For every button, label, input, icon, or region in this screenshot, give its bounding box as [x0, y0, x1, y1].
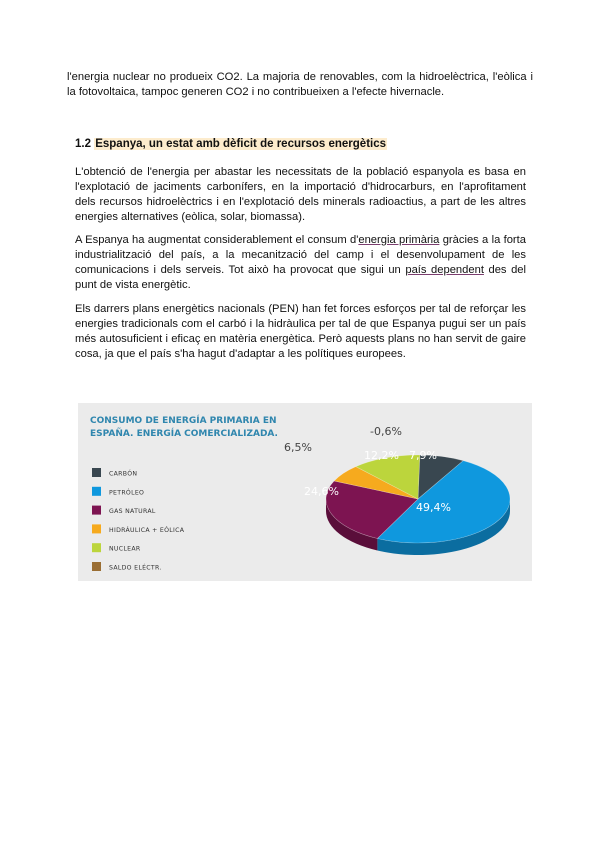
paragraph-text: gràcies a la forta industrialització del país, a la mecanització del camp i el desenvolupament de les comunicacions i dels serveis. Tot això ha provocat que sigui un — [75, 234, 526, 276]
intro-paragraph: l'energia nuclear no produeix CO2. La majoria de renovables, com la hidroelèctrica, l'eòlica i la fotovoltaica, tampoc generen CO2 i no contribueixen a l'efecte hivernacle. — [67, 71, 533, 98]
link-pais-dependent[interactable]: país dependent — [405, 264, 484, 276]
legend-label-hidraulica-eolica: HIDRÁULICA + EÓLICA — [109, 526, 185, 534]
link-energia-primaria[interactable]: energia primària — [358, 234, 440, 246]
chart-subtitle: ESPAÑA. ENERGÍA COMERCIALIZADA. — [90, 429, 278, 439]
legend-label-nuclear: NUCLEAR — [109, 545, 141, 553]
section-heading — [75, 138, 387, 150]
legend-swatch-gas-natural — [92, 506, 101, 515]
data-label-petroleo: 49,4% — [416, 501, 451, 514]
legend-swatch-hidraulica-eolica — [92, 524, 101, 533]
chart-legend — [92, 468, 185, 572]
energy-pie-chart — [78, 403, 532, 581]
chart-title: CONSUMO DE ENERGÍA PRIMARIA EN — [90, 416, 277, 426]
section-title: Espanya, un estat amb dèficit de recursos energètics — [95, 138, 387, 150]
data-label-nuclear: 12,2% — [364, 449, 399, 462]
paragraph-pen: Els darrers plans energètics nacionals (PEN) han fet forces esforços per tal de reforçar les energies tradicionals com el carbó i la hidràulica per tal de que Espanya pugui ser un país més autosuficient i eficaç en matèria energètica. Però aquests plans no han servit de gaire cosa, ja que el país s'ha hagut d'adaptar a les polítiques europees. — [75, 303, 526, 360]
legend-swatch-carbon — [92, 468, 101, 477]
data-label-gas-natural: 24,6% — [304, 485, 339, 498]
legend-label-saldo-electr: SALDO ELÉCTR. — [109, 564, 162, 572]
paragraph-consumption — [75, 233, 526, 293]
legend-swatch-nuclear — [92, 543, 101, 552]
data-label-carbon: 7,9% — [409, 449, 437, 462]
legend-label-petroleo: PETRÓLEO — [109, 489, 145, 497]
data-label-saldo-electr: -0,6% — [370, 425, 402, 438]
paragraph-resources: L'obtenció de l'energia per abastar les necessitats de la població espanyola es basa en l'explotació de jaciments carbonífers, en la importació d'hidrocarburs, en l'aprofitament dels recursos hidroelèctrics i en l'explotació dels minerals radioactius, a part de les altres energies alternatives (eòlica, solar, biomassa). — [75, 166, 526, 223]
legend-label-gas-natural: GAS NATURAL — [109, 508, 156, 516]
legend-swatch-petroleo — [92, 487, 101, 496]
legend-swatch-saldo-electr — [92, 562, 101, 571]
legend-label-carbon: CARBÓN — [109, 470, 138, 478]
section-number: 1.2 — [75, 138, 91, 150]
paragraph-text: des del punt de vista energètic. — [75, 264, 527, 291]
data-label-hidraulica-eolica: 6,5% — [284, 441, 312, 454]
chart-svg — [78, 403, 532, 581]
paragraph-text: A Espanya ha augmentat considerablement el consum d' — [75, 234, 359, 246]
